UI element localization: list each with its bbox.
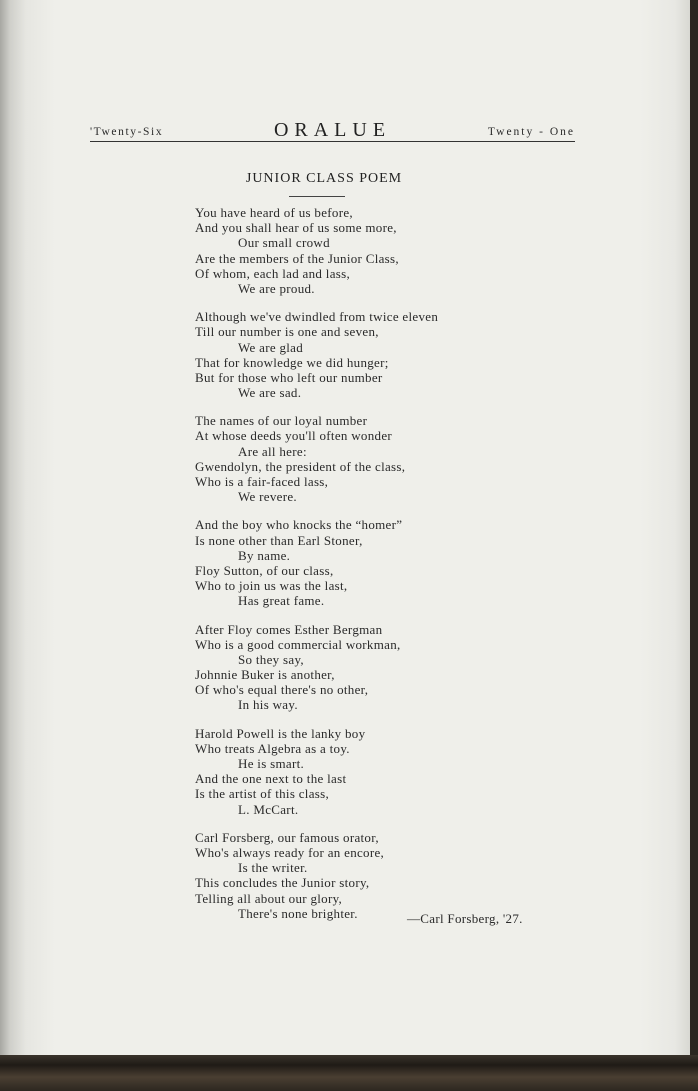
poem-line: He is smart. [238,756,305,771]
poem-line: Are the members of the Junior Class, [195,250,399,266]
poem-title: JUNIOR CLASS POEM [245,171,403,186]
poem-line: You have heard of us before, [195,205,353,220]
poem-line: And you shall hear of us some more, [195,220,397,236]
poem-stanza [195,309,525,400]
poem-line: Who is a fair-faced lass, [195,474,329,489]
poem-line: That for knowledge we did hunger; [195,354,389,370]
poem-line: After Floy comes Esther Bergman [195,621,383,637]
poem-line: We are glad [238,339,304,355]
poem-line: In his way. [238,697,298,713]
poem-stanza [195,830,525,921]
poem-stanza [195,205,525,296]
running-header [90,119,575,144]
poem-line: We are proud. [238,280,315,296]
poem-line: Are all here: [238,443,307,459]
poem-line: So they say, [238,651,304,667]
poem-line: By name. [238,547,291,563]
poem-attribution: —Carl Forsberg, '27. [407,911,523,926]
poem-line: Johnnie Buker is another, [195,667,335,683]
poem-line: Who treats Algebra as a toy. [195,740,350,756]
poem-line: L. McCart. [238,801,299,817]
book-binding-edge [0,1055,698,1091]
poem-line: This concludes the Junior story, [195,875,370,891]
poem-body [195,205,525,921]
poem-line: Who is a good commercial workman, [195,636,401,652]
poem-line: Till our number is one and seven, [195,324,379,340]
poem-line: Of who's equal there's no other, [195,682,369,698]
poem-line: Floy Sutton, of our class, [195,562,334,578]
poem-stanza [195,413,525,504]
poem-line: We revere. [238,489,297,505]
poem-line: Telling all about our glory, [195,890,343,906]
poem-stanza [195,517,525,608]
header-title-text: ORALUE [266,119,399,141]
poem-line: Who's always ready for an encore, [195,844,385,860]
poem-line: Is the writer. [238,860,308,876]
poem-line: Gwendolyn, the president of the class, [195,458,406,474]
poem-stanza [195,622,525,713]
poem-line: Has great fame. [238,593,325,609]
header-right-text: Twenty - One [487,126,575,138]
poem-line: Although we've dwindled from twice eleven [195,309,439,325]
poem-line: Is none other than Earl Stoner, [195,532,363,548]
poem-line: Carl Forsberg, our famous orator, [195,829,379,845]
poem-line: The names of our loyal number [195,413,368,429]
poem-line: And the one next to the last [195,771,347,787]
title-rule [289,196,345,197]
poem-line: At whose deeds you'll often wonder [195,428,393,444]
poem-line: Of whom, each lad and lass, [195,265,351,281]
poem-line: And the boy who knocks the “homer” [195,517,403,533]
poem-line: We are sad. [238,385,302,401]
poem-line: Who to join us was the last, [195,578,348,594]
poem-line: But for those who left our number [195,369,383,385]
poem-line: Our small crowd [238,235,330,251]
poem-stanza [195,726,525,817]
poem-line: Is the artist of this class, [195,786,330,802]
header-left-text: 'Twenty-Six [90,126,164,138]
poem-line: There's none brighter. [238,905,358,921]
poem-line: Harold Powell is the lanky boy [195,725,366,741]
